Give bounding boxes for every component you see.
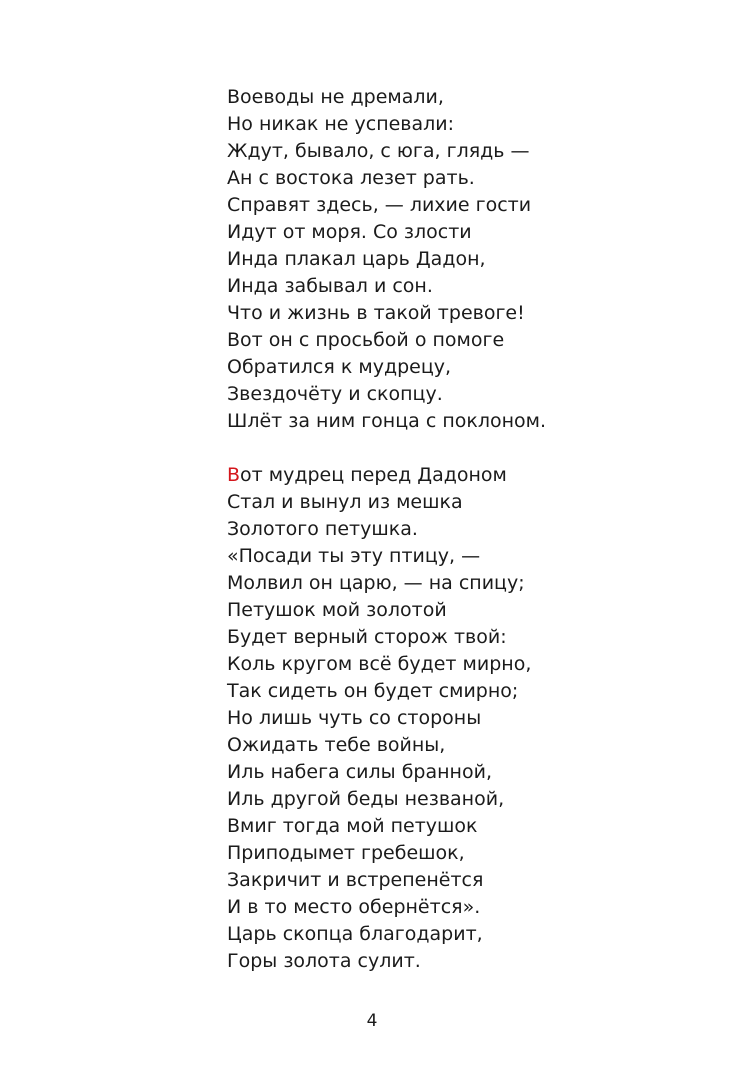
poem-line: Ан с востока лезет рать. — [227, 167, 475, 189]
poem-line: «Посади ты эту птицу, — — [227, 545, 481, 567]
page-number: 4 — [366, 1011, 378, 1031]
poem-line: Обратился к мудрецу, — [227, 356, 452, 378]
poem-line: Звездочёту и скопцу. — [227, 383, 443, 405]
poem-line: Ждут, бывало, с юга, глядь — — [227, 140, 530, 162]
poem-line: Золотого петушка. — [227, 518, 418, 540]
poem-line: Коль кругом всё будет мирно, — [227, 653, 532, 675]
poem-line: Приподымет гребешок, — [227, 842, 465, 864]
stanza-1 — [227, 84, 546, 435]
poem-line: Царь скопца благодарит, — [227, 923, 483, 945]
poem-line: Молвил он царю, — на спицу; — [227, 572, 525, 594]
stanza-2 — [227, 462, 531, 975]
poem-line: Но никак не успевали: — [227, 113, 455, 135]
poem-first-line — [227, 462, 531, 489]
poem-line: Иль набега силы бранной, — [227, 761, 492, 783]
drop-cap-letter: В — [227, 464, 241, 486]
poem-line: Иль другой беды незваной, — [227, 788, 505, 810]
poem-line: Инда плакал царь Дадон, — [227, 248, 486, 270]
poem-line: Горы золота сулит. — [227, 950, 421, 972]
poem-line: Ожидать тебе войны, — [227, 734, 446, 756]
poem-line: И в то место обернётся». — [227, 896, 481, 918]
first-line-text: от мудрец перед Дадоном — [240, 464, 507, 486]
poem-line: Петушок мой золотой — [227, 599, 447, 621]
poem-line: Справят здесь, — лихие гости — [227, 194, 532, 216]
poem-line: Шлёт за ним гонца с поклоном. — [227, 410, 547, 432]
poem-line: Идут от моря. Со злости — [227, 221, 472, 243]
poem-line: Закричит и встрепенётся — [227, 869, 484, 891]
poem-line: Вмиг тогда мой петушок — [227, 815, 478, 837]
poem-line: Инда забывал и сон. — [227, 275, 433, 297]
poem-line: Вот он с просьбой о помоге — [227, 329, 505, 351]
poem-line: Но лишь чуть со стороны — [227, 707, 482, 729]
poem-line: Стал и вынул из мешка — [227, 491, 463, 513]
poem-line: Будет верный сторож твой: — [227, 626, 507, 648]
poem-line: Так сидеть он будет смирно; — [227, 680, 519, 702]
poem-line: Что и жизнь в такой тревоге! — [227, 302, 525, 324]
poem-line: Воеводы не дремали, — [227, 86, 444, 108]
